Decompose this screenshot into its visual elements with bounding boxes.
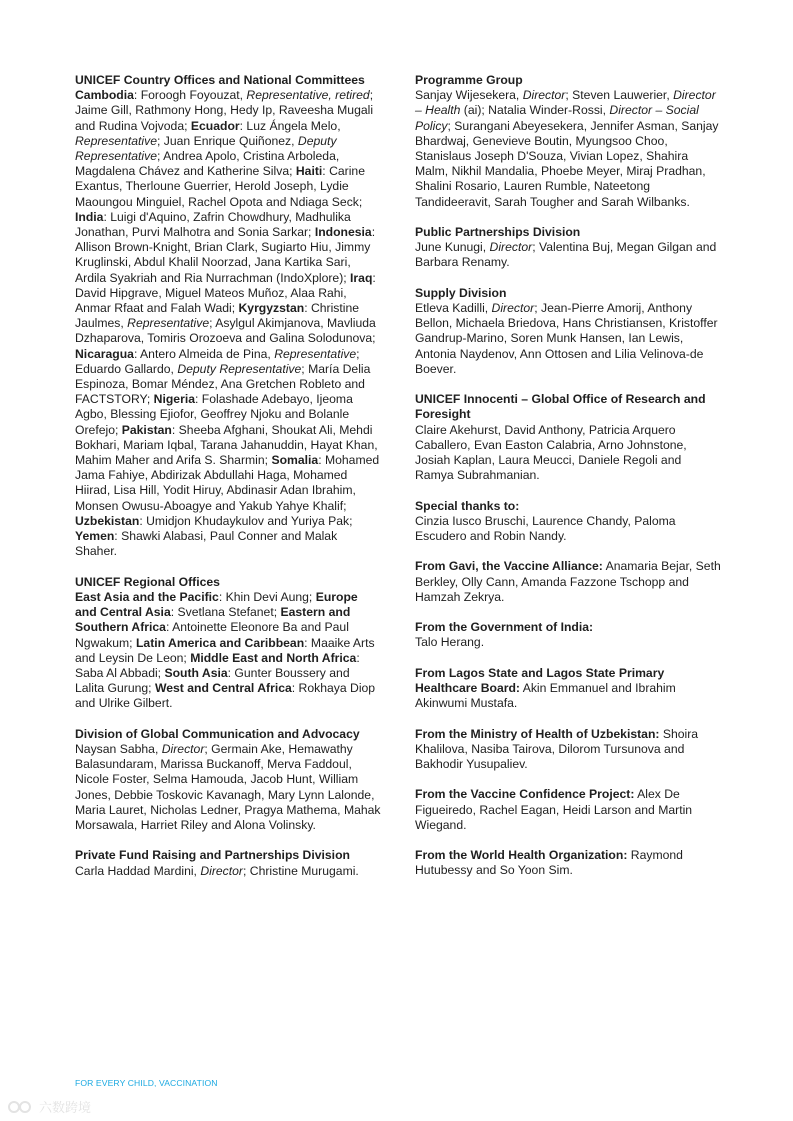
text-run: June Kunugi, — [415, 240, 490, 255]
text-run: ; Andrea Apolo, Cristina Arboleda, Magdalena Chávez and Katherine Silva; — [75, 149, 340, 179]
role-title: Director — [200, 863, 243, 878]
section-body — [415, 559, 721, 605]
bold-label: Yemen — [75, 529, 115, 544]
section-body — [75, 742, 381, 833]
text-run: ; María Delia Espinoza, Bomar Méndez, Ana Gretchen Robleto and FACTSTORY; — [75, 361, 371, 407]
watermark-logo-icon — [7, 1097, 35, 1115]
bold-label: Latin America and Caribbean — [135, 635, 305, 650]
section-heading: Special thanks to: — [415, 498, 520, 513]
bold-label: Somalia — [271, 453, 319, 468]
credit-section — [415, 620, 721, 650]
watermark-text: 六数跨境 — [39, 1099, 92, 1115]
text-run: ; Jaime Gill, Rathmony Hong, Hedy Ip, Raveesha Mugali and Rudina Vojvoda; — [75, 88, 374, 133]
text-run: ; Juan Enrique Quiñonez, — [156, 133, 298, 148]
section-heading: Division of Global Communication and Advocacy — [75, 726, 360, 741]
text-run: Alex De Figueiredo, Rachel Eagan, Heidi Larson and Martin Wiegand. — [415, 787, 693, 832]
credit-section — [75, 727, 381, 833]
bold-label: From Lagos State and Lagos State Primary Healthcare Board: — [415, 665, 665, 696]
left-column — [75, 73, 381, 894]
credit-section — [415, 787, 721, 833]
bold-label: Kyrgyzstan — [238, 301, 305, 316]
text-run: : Sheeba Afghani, Shoukat Ali, Mehdi Bokhari, Mariam Iqbal, Tarana Jahanuddin, Hayat Khan, Mahim Maher and Arifa S. Sharmin; — [75, 422, 378, 468]
text-run: : Khin Devi Aung; — [218, 589, 316, 604]
text-run: Raymond Hutubessy and So Yoon Sim. — [415, 848, 683, 878]
text-run: Claire Akehurst, David Anthony, Patricia Arquero Caballero, Evan Easton Calabria, Arno Johnstone, Josiah Kaplan, Laura Meucci, Daniele Regoli and Ramya Subrahmanian. — [415, 422, 687, 483]
text-run: Talo Herang. — [415, 635, 485, 650]
bold-label: Nigeria — [153, 392, 195, 407]
section-body — [415, 301, 721, 377]
text-run: : Umidjon Khudaykulov and Yuriya Pak; — [139, 513, 353, 528]
text-run: (ai); Natalia Winder-Rossi, — [460, 103, 610, 118]
section-heading: Supply Division — [415, 285, 507, 300]
credit-section — [415, 499, 721, 545]
bold-label: Haiti — [295, 164, 323, 179]
text-run: : Antoinette Eleonore Ba and Paul Ngwakum; — [75, 620, 349, 650]
bold-label: Middle East and North Africa — [190, 650, 357, 665]
role-title: Deputy Representative — [75, 133, 337, 164]
section-body — [75, 590, 381, 712]
credit-section — [75, 575, 381, 712]
text-run: : Mohamed Jama Fahiye, Abdirizak Abdullahi Haga, Mohamed Hiirad, Lisa Hill, Yodit Hiruy, Abdinasir Adan Ibrahim, Monsen Owusu-Aboagye and Yakub Yahye Khalif; — [75, 453, 380, 513]
role-title: Director – Social Policy — [415, 103, 699, 133]
role-title: Representative — [75, 133, 157, 148]
bold-label: Cambodia — [75, 88, 134, 103]
role-title: Director — [522, 88, 566, 103]
text-run: Shoira Khalilova, Nasiba Tairova, Dilorom Tursunova and Bakhodir Yusupaliev. — [415, 726, 699, 772]
credit-section — [415, 225, 721, 271]
bold-label: South Asia — [164, 665, 228, 680]
credit-section — [415, 73, 721, 210]
bold-label: West and Central Africa — [154, 681, 292, 696]
text-run: ; Asylgul Akimjanova, Mavliuda Dzhaparova, Tomiris Orozoeva and Galina Solodunova; — [75, 316, 376, 346]
right-column — [415, 73, 721, 894]
text-run: Akin Emmanuel and Ibrahim Akinwumi Mustafa. — [415, 681, 676, 711]
section-body — [415, 727, 721, 773]
bold-label: India — [75, 209, 104, 224]
role-title: Representative — [127, 316, 210, 331]
section-body — [415, 787, 721, 833]
section-body — [415, 88, 721, 210]
text-run: ; Christine Murugami. — [243, 863, 359, 878]
credit-section — [415, 848, 721, 878]
bold-label: From the World Health Organization: — [415, 848, 628, 863]
role-title: Representative — [274, 346, 357, 361]
text-run: ; Germain Ake, Hemawathy Balasundaram, Marissa Buckanoff, Merva Faddoul, Nicole Foster, Selma Hamouda, Jacob Hunt, William Jones, Debbie Toskovic Kavanagh, Mary Lynn Lalonde, Maria Lauret, Nicholas Ledner, Pragya Mathema, Mahak Morsawala, Harriet Riley and Alona Volinsky. — [75, 741, 381, 832]
role-title: Director — [491, 301, 535, 316]
text-run: : David Hipgrave, Miguel Mateos Muñoz, Alaa Rahi, Anmar Rfaat and Falah Wadi; — [75, 270, 376, 316]
text-run: Anamaria Bejar, Seth Berkley, Olly Cann, Amanda Fazzone Tschopp and Hamzah Zekrya. — [415, 559, 721, 604]
text-run: : Rokhaya Diop and Ulrike Gilbert. — [75, 681, 376, 711]
bold-label: Uzbekistan — [75, 513, 140, 528]
bold-label: East Asia and the Pacific — [75, 589, 219, 604]
credit-section — [75, 73, 381, 560]
text-run: : Shawki Alabasi, Paul Conner and Malak Shaher. — [75, 529, 338, 559]
section-heading: UNICEF Innocenti – Global Office of Research and Foresight — [415, 392, 706, 422]
text-run: : Carine Exantus, Therloune Guerrier, Herold Joseph, Lydie Maoungou Minguiel, Rachel Opota and Ndiaga Seck; — [75, 164, 365, 209]
text-run: : Luz Ángela Melo, — [239, 118, 341, 133]
role-title: Director — [489, 240, 533, 255]
section-body — [415, 666, 721, 712]
text-run: Naysan Sabha, — [75, 741, 162, 756]
text-run: : Antero Almeida de Pina, — [133, 346, 275, 361]
text-run: ; Valentina Buj, Megan Gilgan and Barbara Renamy. — [415, 240, 717, 270]
text-run: : Allison Brown-Knight, Brian Clark, Sugiarto Hiu, Jimmy Kruglinski, Abdul Khalil Noorzad, Jana Kartika Sari, Ardila Syakriah and Ria Nurrachman (IndoXplore); — [75, 225, 376, 285]
text-run: ; Jean-Pierre Amorij, Anthony Bellon, Michaela Briedova, Hans Christiansen, Kristoffer Gandrup-Marino, Soren Munk Hansen, Ian Lewis, Antonia Naydenov, Ann Ottosen and Lilia Velinova-de Boever. — [415, 301, 718, 376]
section-heading: From the Government of India: — [415, 620, 594, 635]
text-run: Etleva Kadilli, — [415, 301, 492, 316]
section-body — [75, 88, 381, 559]
watermark — [7, 1096, 91, 1116]
section-body — [415, 423, 721, 484]
text-run: Carla Haddad Mardini, — [75, 863, 201, 878]
credit-section — [415, 286, 721, 377]
role-title: Representative, retired — [246, 88, 370, 103]
text-run: Cinzia Iusco Bruschi, Laurence Chandy, Paloma Escudero and Robin Nandy. — [415, 513, 676, 544]
text-run: : Luigi d'Aquino, Zafrin Chowdhury, Madhulika Jonathan, Purvi Malhotra and Sonia Sarkar; — [75, 209, 351, 240]
role-title: Director – Health — [415, 88, 716, 118]
text-run: : Folashade Adebayo, Ijeoma Agbo, Blessing Ejiofor, Geoffrey Njoku and Bolanle Orefejo; — [75, 392, 353, 437]
bold-label: Iraq — [350, 270, 373, 285]
text-run: : Gunter Boussery and Lalita Gurung; — [75, 665, 350, 696]
text-run: ; Eduardo Gallardo, — [75, 346, 360, 376]
credit-section — [415, 559, 721, 605]
section-body — [415, 635, 721, 650]
text-run: : Svetlana Stefanet; — [170, 605, 281, 620]
bold-label: From Gavi, the Vaccine Alliance: — [415, 559, 603, 574]
text-run: : Maaike Arts and Leysin De Leon; — [75, 635, 375, 665]
bold-label: From the Vaccine Confidence Project: — [415, 787, 635, 802]
bold-label: Indonesia — [314, 225, 372, 240]
section-body — [415, 848, 721, 878]
text-run: ; Surangani Abeyesekera, Jennifer Asman, Sanjay Bhardwaj, Genevieve Boutin, Myungsoo Choo, Stanislaus Joseph D'Souza, Vivian Lopez, Shahira Malm, Nikhil Mandalia, Phoebe Meyer, Miraj Pradhan, Shalini Rosario, Lauren Rumble, Nateetong Tandideeravit, Sarah Tougher and Sarah Wilbanks. — [415, 118, 719, 209]
text-run: : Foroogh Foyouzat, — [133, 88, 247, 103]
text-run: ; Steven Lauwerier, — [565, 88, 674, 103]
role-title: Director — [161, 741, 205, 756]
role-title: Deputy Representative — [177, 361, 302, 376]
credit-section — [415, 727, 721, 773]
bold-label: Pakistan — [121, 422, 172, 437]
text-run: : Christine Jaulmes, — [75, 301, 360, 331]
bold-label: From the Ministry of Health of Uzbekistan: — [415, 726, 660, 741]
section-heading: Public Partnerships Division — [415, 225, 581, 240]
section-heading: Private Fund Raising and Partnerships Division — [75, 848, 350, 863]
text-run: : Saba Al Abbadi; — [75, 650, 360, 680]
bold-label: Europe and Central Asia — [75, 589, 358, 620]
section-body — [415, 240, 721, 270]
text-run: Sanjay Wijesekera, — [415, 88, 523, 103]
credit-section — [415, 666, 721, 712]
bold-label: Nicaragua — [75, 346, 134, 361]
section-heading: Programme Group — [415, 73, 523, 87]
bold-label: Eastern and Southern Africa — [75, 605, 351, 635]
section-body — [75, 864, 381, 879]
section-heading: UNICEF Country Offices and National Committees — [75, 73, 365, 87]
section-body — [415, 514, 721, 544]
credit-section — [415, 392, 721, 483]
bold-label: Ecuador — [190, 118, 240, 133]
section-heading: UNICEF Regional Offices — [75, 574, 220, 589]
page-footer: FOR EVERY CHILD, VACCINATION — [75, 1078, 218, 1088]
credit-section — [75, 848, 381, 878]
